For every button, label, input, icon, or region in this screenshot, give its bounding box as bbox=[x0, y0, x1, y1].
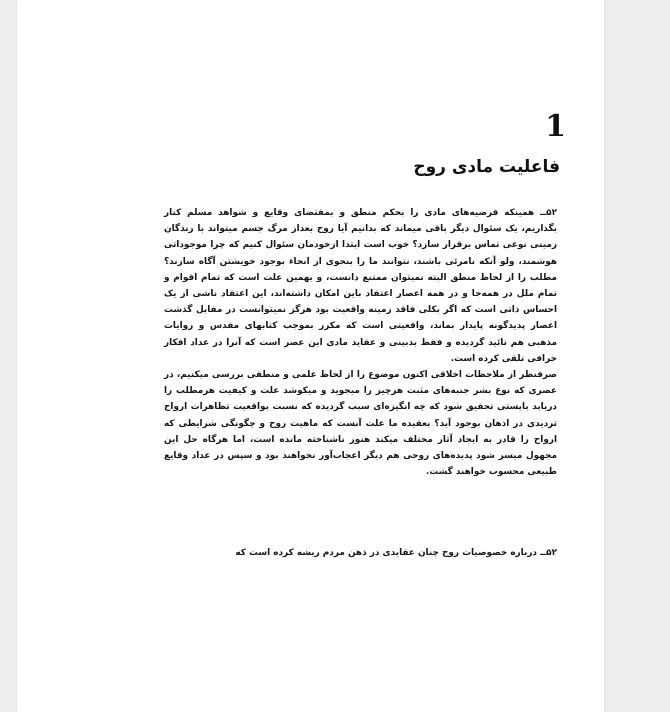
paragraph: ۵۲ــ همینکه فرضیه‌های مادی را بحکم منطق و بمقتضای وقایع و شواهد مسلم کنار بگذاریم، یک سئوال دیگر باقی میماند که بدانیم آیا روح بعداز مرگ جسم میتواند با زندگان زمینی نوعی تماس برقرار سازد؟ خوب است ابتدا ازخودمان سئوال کنیم که چرا موجوداتی هوشمند، ولو آنکه نامرئی باشند، نتوانند ما را بنحوی از انحاء بوجود خویشتن آگاه سازند؟ مطلب را از لحاظ منطق البته نمیتوان ممتنع دانست، و بهمین علت است که تمام اقوام و تمام ملل در همه‌جا و در همه اعصار اعتقاد باین امکان داشته‌اند، این اعتقاد ناشی از یک احساس ذاتی است که اگر بکلی فاقد زمینه واقعیت بود هرگز نمیتوانست در مقابل گذشت اعصار پدیدگونه پایدار بماند، واقعیتی است که مکرر بموجب کتابهای مقدس و روایات مذهبی هم تائید گردیده و فقط بدبینی و عقاید مادی این عصر است که آنرا در عداد افکار خرافی تلقی کرده است. bbox=[164, 208, 557, 364]
body-text bbox=[164, 205, 557, 480]
chapter-title: فاعلیت مادی روح bbox=[413, 157, 560, 177]
footnote-line: ۵۲ــ درباره خصوصیات روح چنان عقایدی در ذهن مردم ریشه کرده است که bbox=[235, 548, 557, 558]
paragraph: صرفنظر از ملاحظات اخلاقی اکنون موضوع را از لحاظ علمی و منطقی بررسی میکنیم، در عصری که نوع بشر جنبه‌های مثبت هرچیز را میجوید و میکوشد علت و کیفیت هرمطلب را دریابد بایستی تحقیق شود که چه انگیزه‌ای سبب گردیده که نسبت بواقعیت تظاهرات ارواح تردیدی در اذهان بوجود آید؟ بعقیده ما علت آنست که ماهیت روح و چگونگی شرایطی که ارواح را قادر به ایجاد آثار مختلف میکند هنوز ناشناخته مانده است، اما هرگاه حل این مجهول میسر شود پدیده‌های روحی هم دیگر اعجاب‌آور نخواهند بود و سپس در عداد وقایع طبیعی محسوب خواهند گشت. bbox=[164, 370, 557, 478]
book-page bbox=[17, 0, 604, 712]
chapter-number: 1 bbox=[545, 109, 566, 144]
